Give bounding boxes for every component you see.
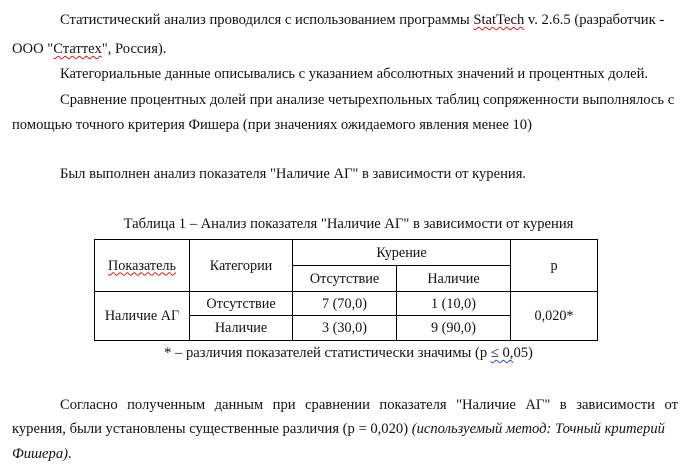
spellcheck-grammar: ≤ 0, bbox=[490, 345, 514, 361]
word: от bbox=[664, 397, 678, 413]
word: сравнении bbox=[305, 397, 370, 413]
p-value: 0,020* bbox=[511, 292, 598, 341]
conclusion-line1 bbox=[60, 396, 678, 414]
word: "Наличие bbox=[456, 397, 516, 413]
row-category: Наличие bbox=[190, 316, 293, 341]
text: v. 2.6.5 (разработчик - bbox=[524, 12, 665, 28]
word: Согласно bbox=[60, 397, 118, 413]
word: показателя bbox=[379, 397, 447, 413]
paragraph-software-line2 bbox=[12, 40, 166, 58]
method-note: (используемый метод: Точный критерий bbox=[411, 421, 665, 437]
word: зависимости bbox=[576, 397, 655, 413]
results-table bbox=[94, 239, 598, 341]
header-indicator bbox=[95, 240, 190, 292]
method-note: Фишера) bbox=[12, 446, 68, 462]
header-categories: Категории bbox=[190, 240, 293, 292]
spellcheck-word-company: Статтех bbox=[53, 41, 102, 57]
row-category: Отсутствие bbox=[190, 292, 293, 316]
text: ООО " bbox=[12, 41, 54, 57]
table-row bbox=[95, 292, 598, 316]
text: * – различия показателей статистически значимы (p bbox=[164, 345, 491, 361]
word: полученным bbox=[127, 397, 206, 413]
conclusion-line2 bbox=[12, 420, 665, 438]
text: курения, были установлены существенные различия (p = 0,020) bbox=[12, 421, 412, 437]
header-smoking-group: Курение bbox=[293, 240, 511, 266]
word: данным bbox=[214, 397, 264, 413]
paragraph-analysis-intro: Был выполнен анализ показателя "Наличие АГ" в зависимости от курения. bbox=[60, 166, 527, 182]
cell-value: 3 (30,0) bbox=[293, 316, 397, 341]
table-caption: Таблица 1 – Анализ показателя "Наличие АГ" в зависимости от курения bbox=[123, 216, 574, 232]
text: . bbox=[67, 446, 72, 462]
header-absent: Отсутствие bbox=[293, 266, 397, 292]
cell-value: 7 (70,0) bbox=[293, 292, 397, 316]
text: ", Россия). bbox=[101, 41, 167, 57]
paragraph-software-line1 bbox=[60, 11, 664, 29]
spellcheck-word-stattech: StatTech bbox=[473, 12, 525, 28]
paragraph-categorical: Категориальные данные описывались с указанием абсолютных значений и процентных долей. bbox=[60, 66, 649, 82]
table-footnote bbox=[0, 344, 697, 362]
indicator-name: Наличие АГ bbox=[95, 292, 190, 341]
text: Статистический анализ проводился с использованием программы bbox=[60, 12, 474, 28]
text: 05) bbox=[513, 345, 533, 361]
conclusion-line3 bbox=[12, 445, 72, 463]
word: в bbox=[559, 397, 567, 413]
header-indicator-label: Показатель bbox=[108, 257, 176, 274]
word: при bbox=[272, 397, 296, 413]
header-present: Наличие bbox=[397, 266, 511, 292]
paragraph-comparison-line1: Сравнение процентных долей при анализе четырехпольных таблиц сопряженности выполнялось с bbox=[60, 92, 675, 108]
cell-value: 1 (10,0) bbox=[397, 292, 511, 316]
cell-value: 9 (90,0) bbox=[397, 316, 511, 341]
word: АГ" bbox=[525, 397, 551, 413]
header-p: p bbox=[511, 240, 598, 292]
paragraph-comparison-line2: помощью точного критерия Фишера (при значениях ожидаемого явления менее 10) bbox=[12, 117, 532, 133]
